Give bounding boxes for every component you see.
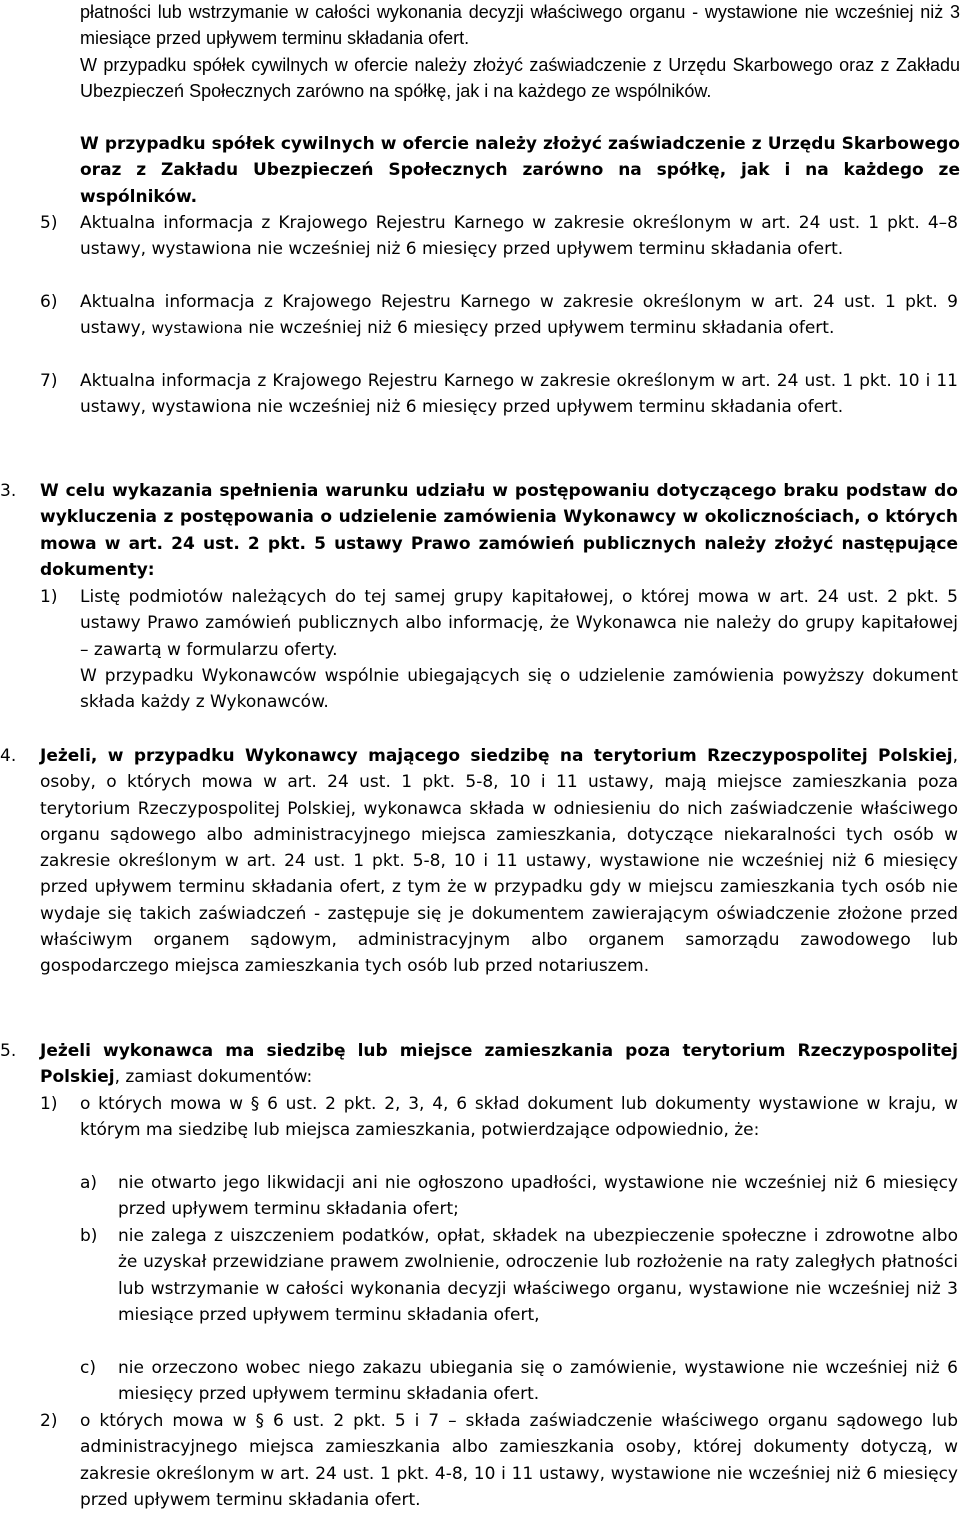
section-number-3: 3. xyxy=(0,481,17,501)
paragraph-continuation: płatności lub wstrzymanie w całości wykonania decyzji właściwego organu - wystawione nie wcześniej niż 3 miesiące przed upływem terminu składania ofert. xyxy=(80,2,960,49)
section-5-item1-label: 1) xyxy=(40,1094,58,1114)
item-text-5: Aktualna informacja z Krajowego Rejestru Karnego w zakresie określonym w art. 24 ust. 1 pkt. 4–8 ustawy, wystawiona nie wcześniej niż 6 miesięcy przed upływem terminu składania ofert. xyxy=(80,213,958,260)
section-3-item-note: W przypadku Wykonawców wspólnie ubiegających się o udzielenie zamówienia powyższy dokument składa każdy z Wykonawców. xyxy=(80,666,958,713)
section-3-item-label: 1) xyxy=(40,587,58,607)
section-4-bold: Jeżeli, w przypadku Wykonawcy mającego siedzibę na terytorium Rzeczypospolitej Polskiej xyxy=(40,746,953,766)
section-4-text xyxy=(40,743,958,980)
section-5-item2-text: o których mowa w § 6 ust. 2 pkt. 5 i 7 – składa zaświadczenie właściwego organu sądowego lub administracyjnego miejsca zamieszkania albo zamieszkania osoby, której dokumenty dotyczą, w zakresie określonym w art. 24 ust. 1 pkt. 4-8, 10 i 11 ustawy, wystawione nie wcześniej niż 6 miesięcy przed upływem terminu składania ofert. xyxy=(80,1411,958,1510)
section-number-4: 4. xyxy=(0,746,17,766)
item-text-6a: Aktualna informacja z Krajowego Rejestru Karnego w zakresie określonym w art. 24 ust. 1 pkt. 9 ustawy, xyxy=(80,292,958,339)
paragraph-civil-partnership-bold: W przypadku spółek cywilnych w ofercie należy złożyć zaświadczenie z Urzędu Skarbowego oraz z Zakładu Ubezpieczeń Społecznych zarówno na spółkę, jak i na każdego ze wspólników. xyxy=(80,134,960,207)
sub-label-c: c) xyxy=(80,1358,96,1378)
section-5-text xyxy=(40,1038,958,1091)
sub-label-b: b) xyxy=(80,1226,98,1246)
section-number-5: 5. xyxy=(0,1041,17,1061)
paragraph-civil-partnership: W przypadku spółek cywilnych w ofercie należy złożyć zaświadczenie z Urzędu Skarbowego oraz z Zakładu Ubezpieczeń Społecznych zarówno na spółkę, jak i na każdego ze wspólników. xyxy=(80,55,960,102)
item-text-6 xyxy=(80,289,958,342)
sub-text-c: nie orzeczono wobec niego zakazu ubiegania się o zamówienie, wystawione nie wcześniej niż 6 miesięcy przed upływem terminu składania ofert. xyxy=(118,1358,958,1405)
item-text-7: Aktualna informacja z Krajowego Rejestru Karnego w zakresie określonym w art. 24 ust. 1 pkt. 10 i 11 ustawy, wystawiona nie wcześniej niż 6 miesięcy przed upływem terminu składania ofert. xyxy=(80,371,958,418)
item-label-6: 6) xyxy=(40,292,58,312)
item-text-6b: nie wcześniej niż 6 miesięcy przed upływem terminu składania ofert. xyxy=(248,318,835,339)
section-5-item2-label: 2) xyxy=(40,1411,58,1431)
item-label-5: 5) xyxy=(40,213,58,233)
section-3-heading: W celu wykazania spełnienia warunku udziału w postępowaniu dotyczącego braku podstaw do wykluczenia z postępowania o udzielenie zamówienia Wykonawcy w okolicznościach, o których mowa w art. 24 ust. 2 pkt. 5 ustawy Prawo zamówień publicznych należy złożyć następujące dokumenty: xyxy=(40,481,958,580)
section-5-bold: Jeżeli wykonawca ma siedzibę lub miejsce zamieszkania poza terytorium Rzeczypospolitej Polskiej xyxy=(40,1041,958,1088)
item-text-6-small: wystawiona xyxy=(151,319,243,338)
section-3-item-text: Listę podmiotów należących do tej samej grupy kapitałowej, o której mowa w art. 24 ust. 2 pkt. 5 ustawy Prawo zamówień publicznych albo informację, że Wykonawca nie należy do grupy kapitałowej – zawartą w formularzu oferty. xyxy=(80,587,958,660)
section-5-body: , zamiast dokumentów: xyxy=(114,1067,313,1088)
sub-text-a: nie otwarto jego likwidacji ani nie ogłoszono upadłości, wystawione nie wcześniej niż 6 miesięcy przed upływem terminu składania ofert; xyxy=(118,1173,958,1220)
sub-text-b: nie zalega z uiszczeniem podatków, opłat, składek na ubezpieczenie społeczne i zdrowotne albo że uzyskał przewidziane prawem zwolnienie, odroczenie lub rozłożenie na raty zaległych płatności lub wstrzymanie w całości wykonania decyzji właściwego organu, wystawione nie wcześniej niż 3 miesiące przed upływem terminu składania ofert, xyxy=(118,1226,958,1325)
item-label-7: 7) xyxy=(40,371,58,391)
section-4-body: , osoby, o których mowa w art. 24 ust. 1 pkt. 5-8, 10 i 11 ustawy, mają miejsce zamieszkania poza terytorium Rzeczypospolitej Polskiej, wykonawca składa w odniesieniu do nich zaświadczenie właściwego organu sądowego albo administracyjnego miejsca zamieszkania, dotyczące niekaralności tych osób w zakresie określonym w art. 24 ust. 1 pkt. 5-8, 10 i 11 ustawy, wystawione nie wcześniej niż 6 miesięcy przed upływem terminu składania ofert, z tym że w przypadku gdy w miejscu zamieszkania tych osób nie wydaje się takich zaświadczeń - zastępuje się je dokumentem zawierającym oświadczenie złożone przed właściwym organem sądowym, administracyjnym albo organem samorządu zawodowego lub gospodarczego miejsca zamieszkania tych osób lub przed notariuszem. xyxy=(40,746,958,977)
sub-label-a: a) xyxy=(80,1173,98,1193)
section-5-item1-text: o których mowa w § 6 ust. 2 pkt. 2, 3, 4, 6 skład dokument lub dokumenty wystawione w kraju, w którym ma siedzibę lub miejsca zamieszkania, potwierdzające odpowiednio, że: xyxy=(80,1094,958,1141)
